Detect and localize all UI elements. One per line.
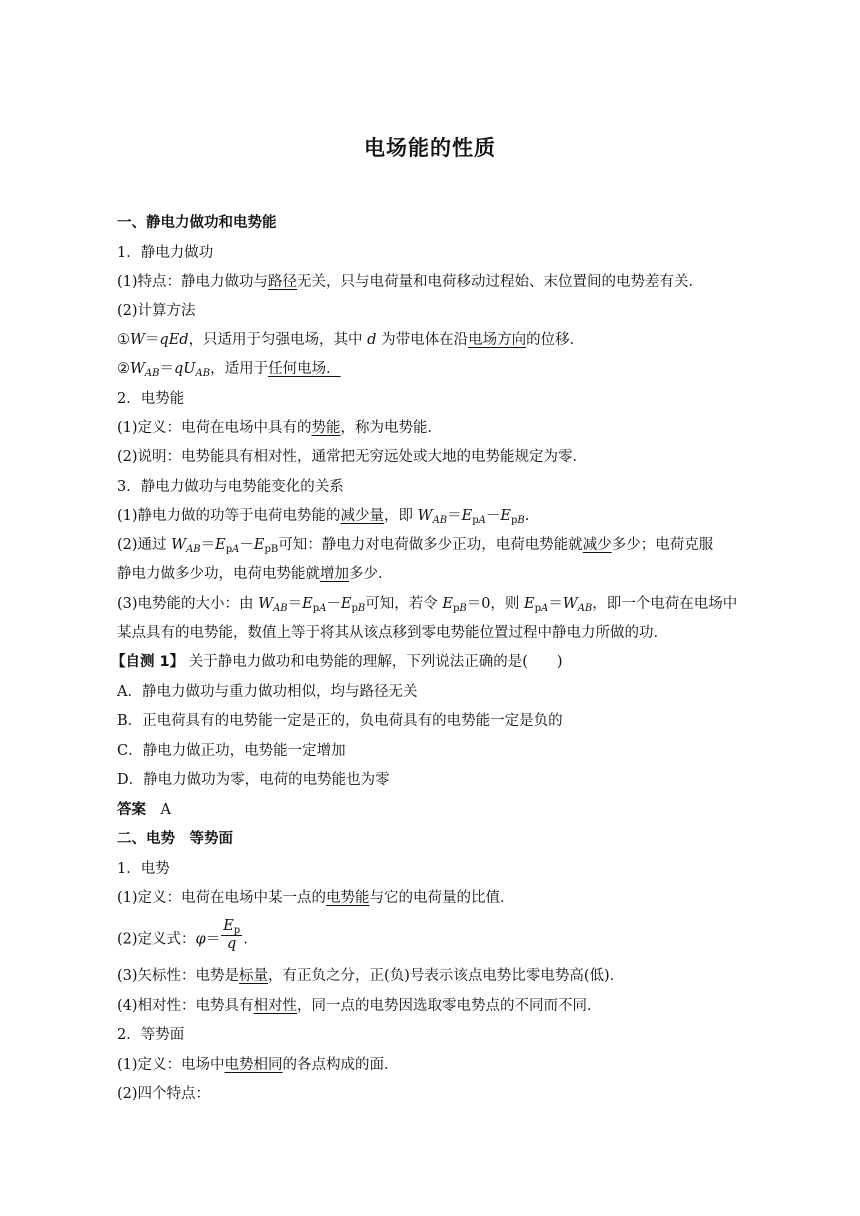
pe-note-line: (2)说明：电势能具有相对性，通常把无穷远处或大地的电势能规定为零． [117,449,588,465]
section-heading-1: 一、静电力做功和电势能 [117,215,277,231]
page-title: 电场能的性质 [364,136,496,160]
section-heading-2: 二、电势 等势面 [117,831,233,847]
potential-definition-line: (1)定义：电荷在电场中某一点的电势能与它的电荷量的比值． [117,890,515,906]
subheading-potential: 1．电势 [117,861,170,877]
subheading-potential-energy: 2．电势能 [117,391,185,407]
quiz-option-a: A．静电力做功与重力做功相似，均与路径无关 [117,684,418,700]
pe-definition-line: (1)定义：电荷在电场中具有的势能，称为电势能． [117,420,443,436]
calc-method-line: (2)计算方法 [117,303,196,319]
subheading-equipotential: 2．等势面 [117,1027,185,1043]
method-2-line: $②W_{AB}=qU_{AB}$，适用于任何电场． [117,361,341,379]
quiz-answer: 答案 A [117,802,171,818]
fraction: $\frac{E_p}{q}$ [223,918,241,952]
potential-formula-line: (2)定义式：φ＝ $\frac{E_p}{q}$ . [117,918,248,952]
feature-line: (1)特点：静电力做功与路径无关，只与电荷量和电荷移动过程始、末位置间的电势差有关． [117,274,704,290]
relativity-line: (4)相对性：电势具有相对性，同一点的电势因选取零电势点的不同而不同． [117,998,602,1014]
equipotential-definition-line: (1)定义：电场中电势相同的各点构成的面． [117,1057,399,1073]
scalar-line: (3)矢标性：电势是标量，有正负之分，正(负)号表示该点电势比零电势高(低)． [117,968,625,984]
relation-1-line: (1)静电力做的功等于电荷电势能的减少量，即 $W_{AB}=E_{pA}-E_{pB}$. [117,508,530,526]
relation-2-line: (2)通过 $W_{AB}=E_{pA}-E_{pB}$可知：静电力对电荷做多少正功，电荷电势能就减少多少；电荷克服 [117,537,714,555]
quiz-option-b: B．正电荷具有的电势能一定是正的，负电荷具有的电势能一定是负的 [117,713,563,729]
relation-2-line-cont: 静电力做多少功，电荷电势能就增加多少． [117,566,393,582]
method-1-line: ①W＝qEd，只适用于匀强电场，其中 d 为带电体在沿电场方向的位移． [117,332,585,348]
quiz-question: 【自测 1】 关于静电力做功和电势能的理解，下列说法正确的是( ) [111,654,563,670]
subheading-work: 1．静电力做功 [117,245,214,261]
relation-3-line-cont: 某点具有的电势能，数值上等于将其从该点移到零电势能位置过程中静电力所做的功． [117,625,668,641]
subheading-relation: 3．静电力做功与电势能变化的关系 [117,479,344,495]
four-features-line: (2)四个特点： [117,1086,211,1102]
relation-3-line: (3)电势能的大小：由 $W_{AB}=E_{pA}-E_{pB}$可知，若令 $E_{pB}=0$，则 $E_{pA}=W_{AB}$，即一个电荷在电场中 [117,596,738,614]
quiz-option-c: C．静电力做正功，电势能一定增加 [117,743,346,759]
quiz-option-d: D．静电力做功为零，电荷的电势能也为零 [117,772,390,788]
quiz-tag: 【自测 1】 [111,654,185,670]
